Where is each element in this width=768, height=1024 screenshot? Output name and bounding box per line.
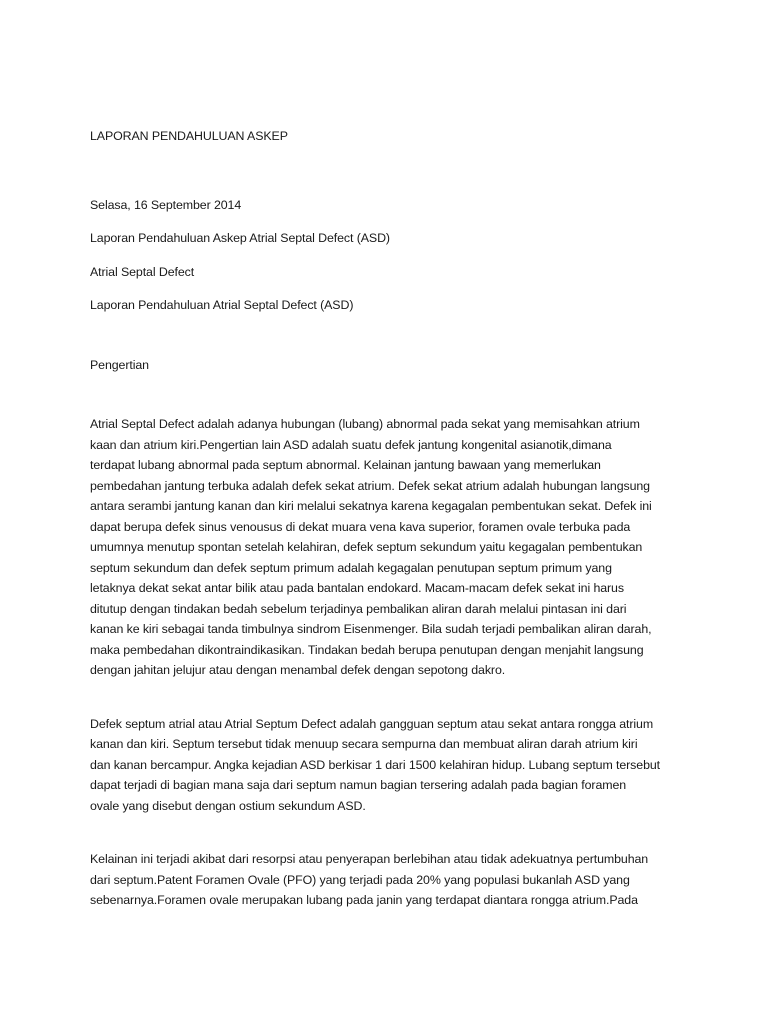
- spacer: [90, 282, 690, 295]
- paragraph-line: maka pembedahan dikontraindikasikan. Tindakan bedah berupa penutupan dengan menjahit langsung: [90, 642, 644, 657]
- spacer: [90, 147, 690, 195]
- document-title: LAPORAN PENDAHULUAN ASKEP: [90, 129, 288, 143]
- paragraph-2: [90, 714, 690, 817]
- paragraph-line: kanan ke kiri sebagai tanda timbulnya sindrom Eisenmenger. Bila sudah terjadi pembalikan aliran darah,: [90, 622, 652, 636]
- document-body: [90, 126, 690, 911]
- spacer: [90, 215, 690, 228]
- spacer: [90, 375, 690, 414]
- paragraph-line: umumnya menutup spontan setelah kelahiran, defek septum sekundum yaitu kegagalan pembentukan: [90, 540, 643, 554]
- spacer: [90, 681, 690, 714]
- spacer: [90, 249, 690, 262]
- paragraph-line: ditutup dengan tindakan bedah sebelum terjadinya pembalikan aliran darah melalui pintasan ini dari: [90, 601, 627, 616]
- paragraph-line: pembedahan jantung terbuka adalah defek sekat atrium. Defek sekat atrium adalah hubungan langsung: [90, 478, 650, 493]
- paragraph-line: Atrial Septal Defect adalah adanya hubungan (lubang) abnormal pada sekat yang memisahkan atrium: [90, 417, 640, 431]
- paragraph-line: dapat berupa defek sinus venousus di dekat muara vena kava superior, foramen ovale terbuka pada: [90, 519, 631, 534]
- spacer: [90, 816, 690, 849]
- paragraph-line: dari septum.Patent Foramen Ovale (PFO) yang terjadi pada 20% yang populasi bukanlah ASD yang: [90, 872, 630, 887]
- paragraph-line: ovale yang disebut dengan ostium sekundum ASD.: [90, 798, 366, 813]
- paragraph-line: Kelainan ini terjadi akibat dari resorpsi atau penyerapan berlebihan atau tidak adekuatnya pertumbuhan: [90, 852, 649, 866]
- spacer: [90, 316, 690, 355]
- document-date: Selasa, 16 September 2014: [90, 197, 242, 212]
- paragraph-line: kanan dan kiri. Septum tersebut tidak menuup secara sempurna dan membuat aliran darah atrium kiri: [90, 737, 638, 751]
- document-subtitle-3: Laporan Pendahuluan Atrial Septal Defect (ASD): [90, 298, 354, 312]
- paragraph-line: letaknya dekat sekat antar bilik atau pada bantalan endokard. Macam-macam defek sekat ini harus: [90, 581, 624, 595]
- document-subtitle-2: Atrial Septal Defect: [90, 264, 195, 279]
- section-heading: Pengertian: [90, 357, 149, 372]
- paragraph-line: kaan dan atrium kiri.Pengertian lain ASD adalah suatu defek jantung kongenital asianotik,dimana: [90, 437, 612, 452]
- paragraph-1: [90, 414, 690, 681]
- paragraph-line: terdapat lubang abnormal pada septum abnormal. Kelainan jantung bawaan yang memerlukan: [90, 458, 601, 472]
- paragraph-line: antara serambi jantung kanan dan kiri melalui sekatnya karena kegagalan pembentukan sekat. Defek ini: [90, 499, 652, 513]
- paragraph-line: dan kanan bercampur. Angka kejadian ASD berkisar 1 dari 1500 kelahiran hidup. Lubang septum tersebut: [90, 757, 660, 772]
- paragraph-line: dapat terjadi di bagian mana saja dari septum namun bagian tersering adalah pada bagian foramen: [90, 778, 627, 792]
- paragraph-line: septum sekundum dan defek septum primum adalah kegagalan penutupan septum primum yang: [90, 560, 612, 575]
- document-subtitle-1: Laporan Pendahuluan Askep Atrial Septal Defect (ASD): [90, 231, 390, 245]
- paragraph-line: Defek septum atrial atau Atrial Septum Defect adalah gangguan septum atau sekat antara rongga atrium: [90, 716, 654, 731]
- paragraph-3: [90, 849, 690, 911]
- paragraph-line: sebenarnya.Foramen ovale merupakan lubang pada janin yang terdapat diantara rongga atrium.Pada: [90, 893, 638, 907]
- paragraph-line: dengan jahitan jelujur atau dengan menambal defek dengan sepotong dakro.: [90, 663, 506, 677]
